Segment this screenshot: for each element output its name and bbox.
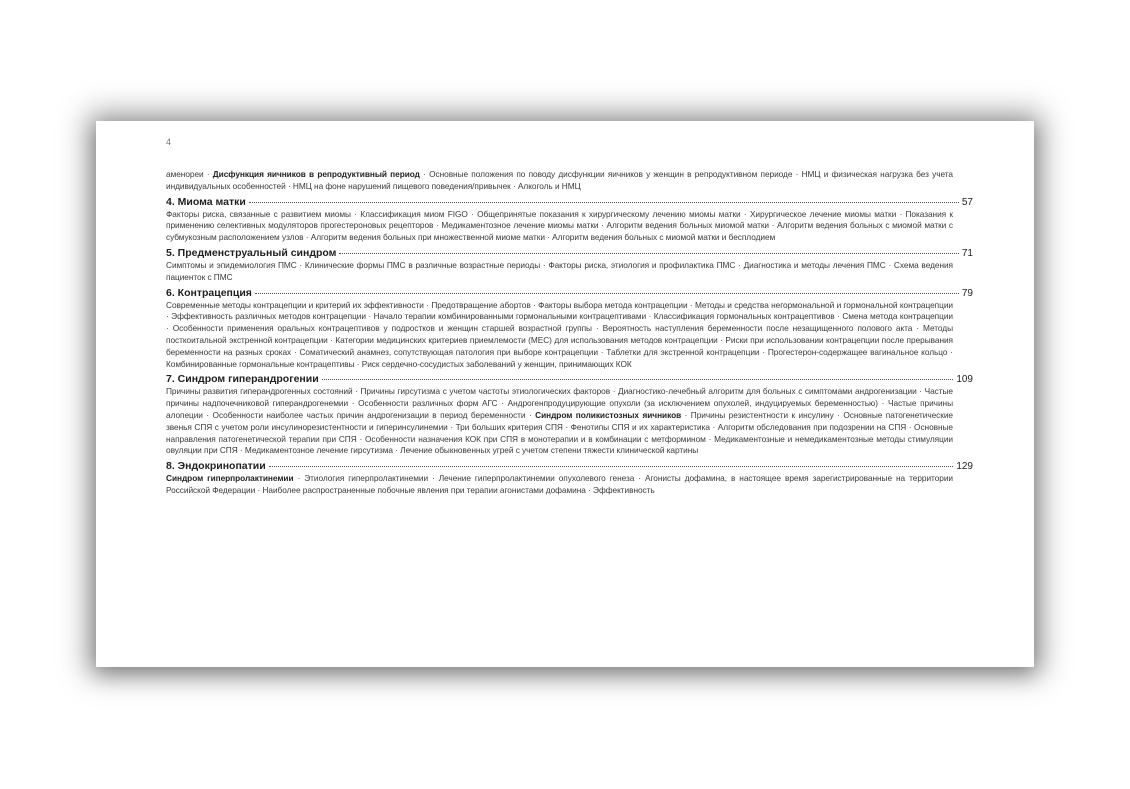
- section-heading[interactable]: [166, 286, 973, 300]
- intro-text-end: · Основные положения по поводу дисфункции яичников у женщин в репродуктивном периоде · НМЦ и физическая нагрузка без учета индивидуальных особенностей · НМЦ на фоне нарушений пищевого поведения/привычек · Алкоголь и НМЦ: [166, 169, 953, 191]
- topics-text-end: · Причины резистентности к инсулину · Основные патогенетические звенья СПЯ с учетом роли инсулинорезистентности и гиперинсулинемии · Три больших критерия СПЯ · Фенотипы СПЯ и их характеристика · Алгоритм обследования при подозрении на СПЯ · Основные направления патогенетической терапии при СПЯ · Особенности назначения КОК при СПЯ в монотерапии и в комбинации с метформином · Медикаментозные и немедикаментозные методы стимуляции овуляции при СПЯ · Медикаментозное лечение гирсутизма · Лечение обыкновенных угрей с учетом степени тяжести клинической картины: [166, 409, 953, 456]
- section-title: 4. Миома матки: [166, 195, 246, 208]
- section-topics: [166, 473, 953, 497]
- intro-paragraph: [166, 169, 953, 193]
- section-heading[interactable]: [166, 460, 973, 473]
- section-title: 6. Контрацепция: [166, 286, 252, 299]
- section-topics: Симптомы и эпидемиология ПМС · Клинические формы ПМС в различные возрастные периоды · Факторы риска, этиология и профилактика ПМС · Диагностика и методы лечения ПМС · Схема ведения пациенток с ПМС: [166, 259, 953, 282]
- toc-section-8: [166, 460, 973, 497]
- dot-leader: [249, 202, 959, 203]
- section-title: 7. Синдром гиперандрогении: [166, 373, 319, 386]
- intro-bold-heading: Дисфункция яичников в репродуктивный период: [212, 169, 420, 179]
- toc-section-6: [166, 286, 973, 371]
- section-heading[interactable]: [166, 373, 973, 386]
- section-page-number: 71: [961, 247, 973, 259]
- section-heading[interactable]: [166, 246, 973, 260]
- section-page-number: 109: [956, 374, 973, 386]
- topics-text-start: Причины развития гиперандрогенных состояний · Причины гирсутизма с учетом частоты этиологических факторов · Диагностико-лечебный алгоритм для больных с симптомами андрогенизации · Частые причины надпочечниковой гиперандрогенемии · Особенности различных форм АГС · Андрогенпродуцирующие опухоли (за исключением опухолей, индуцируемых беременностью) · Частые причины алопеции · Особенности наиболее частых причин андрогенизации в период беременности ·: [166, 386, 953, 420]
- section-heading[interactable]: [166, 195, 973, 209]
- section-page-number: 129: [956, 461, 973, 473]
- topics-bold-subheading: Синдром гиперпролактинемии: [166, 473, 294, 484]
- dot-leader: [339, 253, 958, 254]
- topics-text-end: · Этиология гиперпролактинемии · Лечение гиперпролактинемии опухолевого генеза · Агонисты дофамина, в настоящее время зарегистрированные на территории Российской Федерации · Наиболее распространенные побочные явления при терапии агонистами дофамина · Эффективность: [166, 473, 953, 495]
- section-page-number: 79: [961, 287, 973, 299]
- section-topics: Факторы риска, связанные с развитием миомы · Классификация миом FIGO · Общепринятые показания к хирургическому лечению миомы матки · Хирургическое лечение миомы матки · Показания к применению селективных модуляторов прогестероновых рецепторов · Медикаментозное лечение миомы матки · Алгоритм ведения больных миомой матки · Алгоритм ведения больных с миомой матки с субмукозным расположением узлов · Алгоритм ведения больных при множественной миоме матки · Алгоритм ведения больных с миомой матки и бесплодием: [166, 208, 953, 243]
- dot-leader: [269, 466, 954, 467]
- dot-leader: [255, 293, 959, 294]
- topics-bold-subheading: Синдром поликистозных яичников: [535, 409, 682, 420]
- section-page-number: 57: [961, 196, 973, 208]
- toc-section-5: [166, 246, 973, 284]
- dot-leader: [322, 379, 954, 380]
- intro-text-start: аменореи ·: [166, 169, 213, 179]
- section-title: 8. Эндокринопатии: [166, 460, 266, 473]
- toc-section-7: [166, 373, 973, 457]
- toc-section-4: [166, 195, 973, 244]
- document-page: [96, 121, 1034, 667]
- page-number: 4: [166, 137, 172, 147]
- section-topics: [166, 386, 953, 457]
- section-topics: Современные методы контрацепции и критерий их эффективности · Предотвращение абортов · Факторы выбора метода контрацепции · Методы и средства негормональной и гормональной контрацепции · Эффективность различных методов контрацепции · Начало терапии комбинированными гормональными контрацептивами · Классификация гормональных контрацептивов · Смена метода контрацепции · Особенности применения оральных контрацептивов у подростков и женщин старшей возрастной группы · Вероятность наступления беременности после незащищенного полового акта · Методы посткоитальной экстренной контрацепции · Категории медицинских критериев приемлемости (MEC) для использования методов контрацепции · Риски при использовании контрацепции после прерывания беременности на разных сроках · Соматический анамнез, сопутствующая патология при выборе контрацепции · Таблетки для экстренной контрацепции · Прогестерон-содержащее вагинальное кольцо · Комбинированные гормональные контрацептивы · Риск сердечно-сосудистых заболеваний у женщин, принимающих КОК: [166, 299, 953, 369]
- table-of-contents: [166, 169, 973, 497]
- section-title: 5. Предменструальный синдром: [166, 246, 337, 259]
